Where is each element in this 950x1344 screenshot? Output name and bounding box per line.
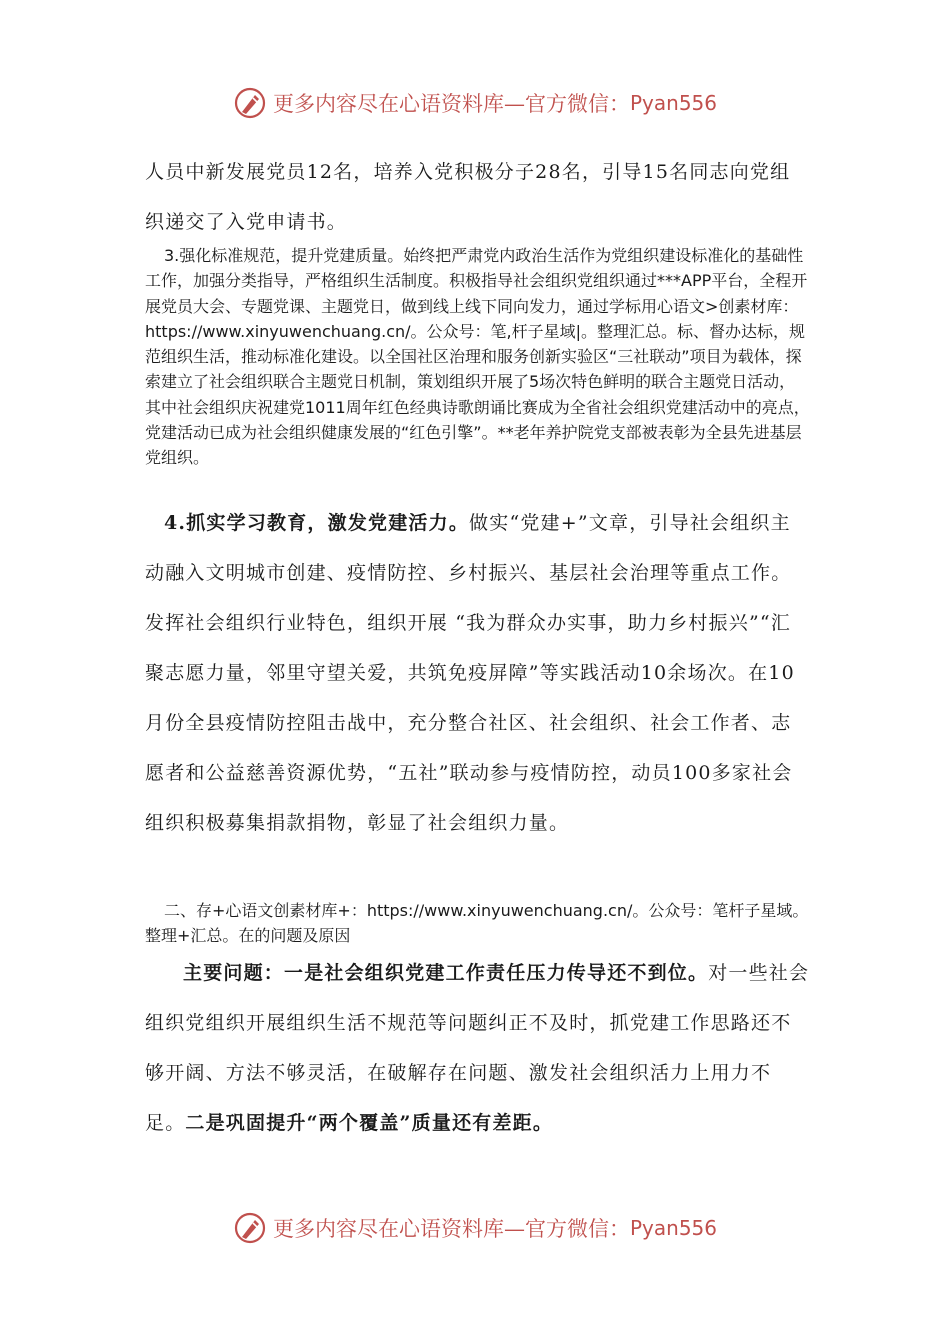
paragraph-body: 做实“党建+”文章，引导社会组织主动融入文明城市创建、疫情防控、乡村振兴、基层社会治理等重点工作。发挥社会组织行业特色，组织开展 “我为群众办实事，助力乡村振兴”“汇聚志愿力量，邻里守望关爱，共筑免疫屏障”等实践活动10余场次。在10月份全县疫情防控阻击战中，充分整合社区、社会组织、社会工作者、志愿者和公益慈善资源优势，“五社”联动参与疫情防控，动员100多家社会组织积极募集捐款捐物，彰显了社会组织力量。 (145, 512, 795, 834)
watermark-text: 更多内容尽在心语资料库—官方微信： (272, 92, 630, 116)
problem-two-heading: 二是巩固提升“两个覆盖”质量还有差距。 (185, 1112, 554, 1134)
problem-one-body: 对一些社会组织党组织开展组织生活不规范等问题纠正不及时，抓党建工作思路还不够开阔、方法不够灵活，在破解存在问题、激发社会组织活力上用力不足。 (145, 962, 810, 1134)
footer-watermark (0, 1208, 950, 1248)
watermark-text: 更多内容尽在心语资料库—官方微信： (272, 1217, 630, 1241)
paragraph-learning-education (145, 498, 810, 848)
pen-nib-logo-icon (233, 86, 267, 120)
header-watermark (0, 83, 950, 123)
pen-nib-logo-icon (233, 1211, 267, 1245)
paragraph-main-problems (145, 948, 810, 1148)
paragraph-heading: 4.抓实学习教育，激发党建活力。 (164, 512, 470, 534)
problem-one-heading: 主要问题：一是社会组织党建工作责任压力传导还不到位。 (183, 962, 709, 984)
paragraph-standardization: 3.强化标准规范，提升党建质量。始终把严肃党内政治生活作为党组织建设标准化的基础性工作，加强分类指导，严格组织生活制度。积极指导社会组织党组织通过***APP平台，全程开展党员大会、专题党课、主题党日，做到线上线下同向发力，通过学标用心语文>创素材库：https://www.xinyuwenchuang.cn/。公众号：笔,杆子星域|。整理汇总。标、督办达标，规范组织生活，推动标准化建设。以全国社区治理和服务创新实验区“三社联动”项目为载体，探索建立了社会组织联合主题党日机制，策划组织开展了5场次特色鲜明的联合主题党日活动，其中社会组织庆祝建党1011周年红色经典诗歌朗诵比赛成为全省社会组织党建活动中的亮点，党建活动已成为社会组织健康发展的“红色引擎”。**老年养护院党支部被表彰为全县先进基层党组织。 (145, 246, 810, 468)
watermark-code: Pyan556 (629, 1216, 717, 1240)
section-heading-problems: 二、存+心语文创素材库+：https://www.xinyuwenchuang.cn/。公众号：笔杆子星域。整理+汇总。在的问题及原因 (145, 901, 809, 946)
watermark-code: Pyan556 (629, 91, 717, 115)
paragraph-continuation: 人员中新发展党员12名，培养入党积极分子28名，引导15名同志向党组织递交了入党申请书。 (145, 161, 791, 233)
